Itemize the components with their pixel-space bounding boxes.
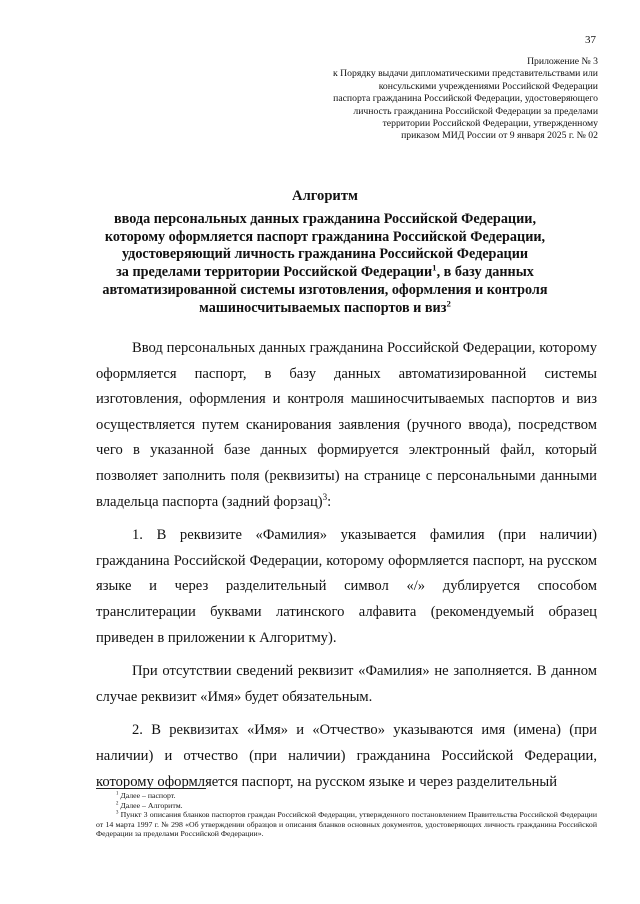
document-body (96, 336, 597, 800)
body-paragraph: При отсутствии сведений реквизит «Фамилия» не заполняется. В данном случае реквизит «Имя» будет обязательным. (96, 663, 597, 705)
appendix-line: личность гражданина Российской Федерации за пределами (353, 105, 598, 117)
body-paragraph (96, 336, 597, 515)
appendix-line: консульскими учреждениями Российской Федерации (378, 80, 598, 92)
title-line-text: машиносчитываемых паспортов и виз (199, 299, 447, 316)
title-line (60, 300, 590, 318)
footnote-text: Пункт 3 описания бланков паспортов граждан Российской Федерации, утвержденного постановлением Правительства Российской Федерации от 14 марта 1997 г. № 298 «Об утверждении образцов и описания бланков основных документов, удостоверяющих личность гражданина Российской Федерации за пределами Российской Федерации». (96, 810, 597, 839)
document-title (60, 188, 590, 318)
title-line-text: за пределами территории Российской Федерации (116, 264, 433, 281)
appendix-line: приказом МИД России от 9 января 2025 г. № 02 (401, 130, 598, 142)
footnote-text: Далее – паспорт. (120, 791, 176, 800)
title-line: ввода персональных данных гражданина Российской Федерации, (114, 210, 536, 227)
appendix-line: к Порядку выдачи дипломатическими представительствами или (333, 68, 598, 80)
page-number: 37 (585, 34, 596, 46)
footnote (96, 791, 597, 801)
appendix-line: паспорта гражданина Российской Федерации, удостоверяющего (333, 93, 598, 105)
title-heading: Алгоритм (292, 188, 358, 204)
title-line-text: , в базу данных (436, 264, 534, 281)
footnote-number: 1 (116, 791, 119, 797)
title-line: автоматизированной системы изготовления, оформления и контроля (102, 281, 548, 298)
footnote (96, 801, 597, 811)
footnote-number: 3 (116, 810, 119, 816)
footnote (96, 810, 597, 839)
footnote-number: 2 (116, 801, 119, 806)
appendix-line: Приложение № 3 (527, 56, 598, 67)
title-line: которому оформляется паспорт гражданина Российской Федерации, (104, 228, 546, 245)
title-line: удостоверяющий личность гражданина Российской Федерации (121, 246, 529, 263)
paragraph-text: Ввод персональных данных гражданина Российской Федерации, которому оформляется паспорт, в базу данных автоматизированной системы изготовления, оформления и контроля машиносчитываемых паспортов и виз осуществляется путем сканирования заявления (ручного ввода), посредством чего в указанной базе данных формируется электронный файл, который позволяет заполнить поля (реквизиты) на странице с персональными данными владельца паспорта (задний форзац) (96, 340, 597, 510)
footnotes (96, 791, 597, 839)
footnote-ref: 1 (432, 262, 437, 273)
body-paragraph: 2. В реквизитах «Имя» и «Отчество» указываются имя (имена) (при наличии) и отчество (при наличии) гражданина Российской Федерации, которому оформляется паспорт, на русском языке и через разделительный (96, 722, 597, 790)
footnote-ref: 3 (322, 491, 328, 502)
footnote-text: Далее – Алгоритм. (120, 800, 183, 810)
paragraph-text: : (327, 493, 332, 510)
appendix-header (238, 56, 598, 143)
body-paragraph: 1. В реквизите «Фамилия» указывается фамилия (при наличии) гражданина Российской Федерации, которому оформляется паспорт, на русском языке и через разделительный символ «/» дублируется способом транслитерации буквами латинского алфавита (рекомендуемый образец приведен в приложении к Алгоритму). (96, 527, 597, 646)
appendix-line: территории Российской Федерации, утвержденному (382, 118, 598, 130)
footnote-separator (96, 788, 206, 789)
title-line (60, 264, 590, 282)
footnote-ref: 2 (446, 298, 451, 309)
